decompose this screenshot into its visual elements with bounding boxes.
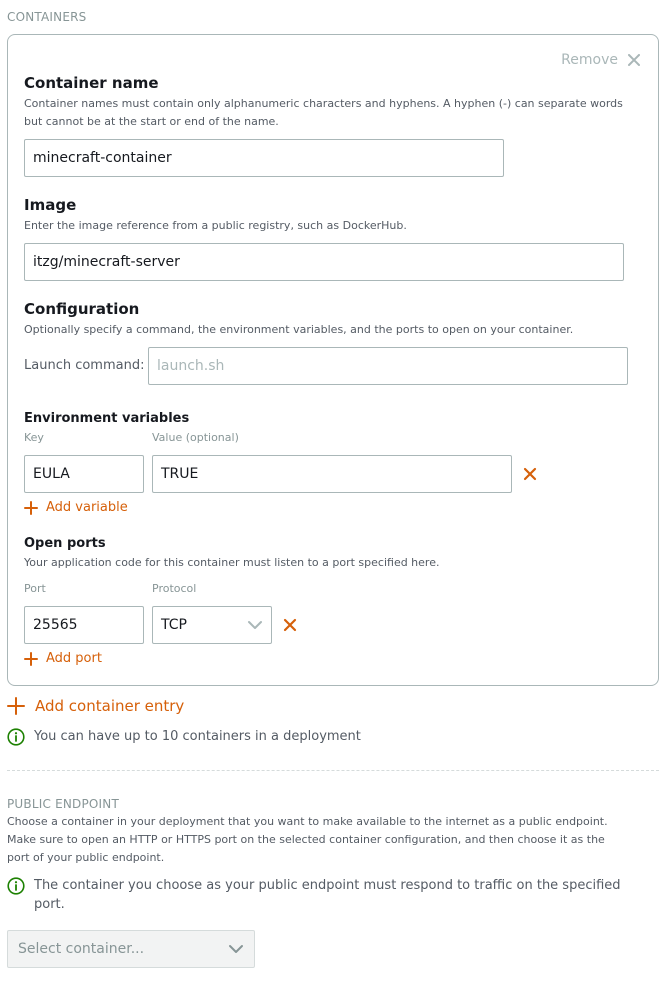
public-endpoint-info bbox=[7, 876, 627, 914]
plus-icon bbox=[24, 501, 38, 515]
containers-section-label: CONTAINERS bbox=[7, 10, 87, 24]
remove-variable-icon[interactable] bbox=[523, 467, 537, 481]
add-container-entry-label: Add container entry bbox=[35, 697, 185, 715]
chevron-down-icon bbox=[228, 944, 244, 954]
launch-command-input[interactable]: launch.sh bbox=[148, 347, 628, 385]
protocol-select-value: TCP bbox=[161, 617, 187, 633]
protocol-label: Protocol bbox=[152, 582, 197, 595]
configuration-title: Configuration bbox=[24, 300, 140, 318]
container-name-input[interactable]: minecraft-container bbox=[24, 139, 504, 177]
protocol-select[interactable] bbox=[152, 606, 272, 644]
section-divider bbox=[7, 770, 659, 771]
port-input[interactable]: 25565 bbox=[24, 606, 144, 644]
env-vars-title: Environment variables bbox=[24, 411, 190, 426]
public-endpoint-description-line2: Make sure to open an HTTP or HTTPS port on the selected container configuration, and then choose it as the bbox=[7, 833, 605, 846]
chevron-down-icon bbox=[247, 620, 263, 630]
container-limit-info bbox=[7, 727, 361, 746]
env-value-input[interactable]: TRUE bbox=[152, 455, 512, 493]
container-name-description-line1: Container names must contain only alphanumeric characters and hyphens. A hyphen (-) can separate words bbox=[24, 97, 623, 110]
image-input[interactable]: itzg/minecraft-server bbox=[24, 243, 624, 281]
info-icon bbox=[7, 877, 25, 895]
add-variable-button[interactable] bbox=[24, 500, 128, 515]
plus-icon bbox=[24, 652, 38, 666]
container-entry-card bbox=[7, 34, 659, 686]
env-key-label: Key bbox=[24, 431, 44, 444]
public-endpoint-description bbox=[7, 813, 647, 867]
public-endpoint-description-line1: Choose a container in your deployment that you want to make available to the internet as a public endpoint. bbox=[7, 815, 608, 828]
open-ports-title: Open ports bbox=[24, 536, 106, 551]
open-ports-description: Your application code for this container must listen to a port specified here. bbox=[24, 556, 440, 569]
image-description: Enter the image reference from a public registry, such as DockerHub. bbox=[24, 219, 407, 232]
public-endpoint-info-text bbox=[34, 876, 621, 914]
env-key-input[interactable]: EULA bbox=[24, 455, 144, 493]
public-endpoint-info-line2: port. bbox=[34, 897, 65, 912]
public-endpoint-info-line1: The container you choose as your public endpoint must respond to traffic on the specified bbox=[34, 878, 621, 893]
container-name-description bbox=[24, 95, 624, 131]
public-endpoint-section-label: PUBLIC ENDPOINT bbox=[7, 797, 119, 811]
plus-icon bbox=[7, 697, 25, 715]
configuration-description: Optionally specify a command, the environment variables, and the ports to open on your container. bbox=[24, 323, 574, 336]
launch-command-label: Launch command: bbox=[24, 358, 145, 373]
container-name-description-line2: but cannot be at the start or end of the name. bbox=[24, 115, 279, 128]
remove-container-button[interactable] bbox=[561, 52, 640, 68]
public-endpoint-description-line3: port of your public endpoint. bbox=[7, 851, 165, 864]
container-limit-text: You can have up to 10 containers in a deployment bbox=[34, 729, 361, 744]
env-value-label: Value (optional) bbox=[152, 431, 239, 444]
close-icon bbox=[628, 54, 640, 66]
image-title: Image bbox=[24, 196, 77, 214]
remove-port-icon[interactable] bbox=[283, 618, 297, 632]
remove-label: Remove bbox=[561, 52, 618, 68]
container-name-title: Container name bbox=[24, 74, 159, 92]
info-icon bbox=[7, 728, 25, 746]
add-variable-label: Add variable bbox=[46, 500, 128, 515]
add-container-entry-button[interactable] bbox=[7, 697, 184, 715]
select-container-placeholder: Select container... bbox=[18, 941, 145, 957]
add-port-label: Add port bbox=[46, 651, 102, 666]
select-container-dropdown[interactable] bbox=[7, 930, 255, 968]
add-port-button[interactable] bbox=[24, 651, 102, 666]
port-label: Port bbox=[24, 582, 46, 595]
